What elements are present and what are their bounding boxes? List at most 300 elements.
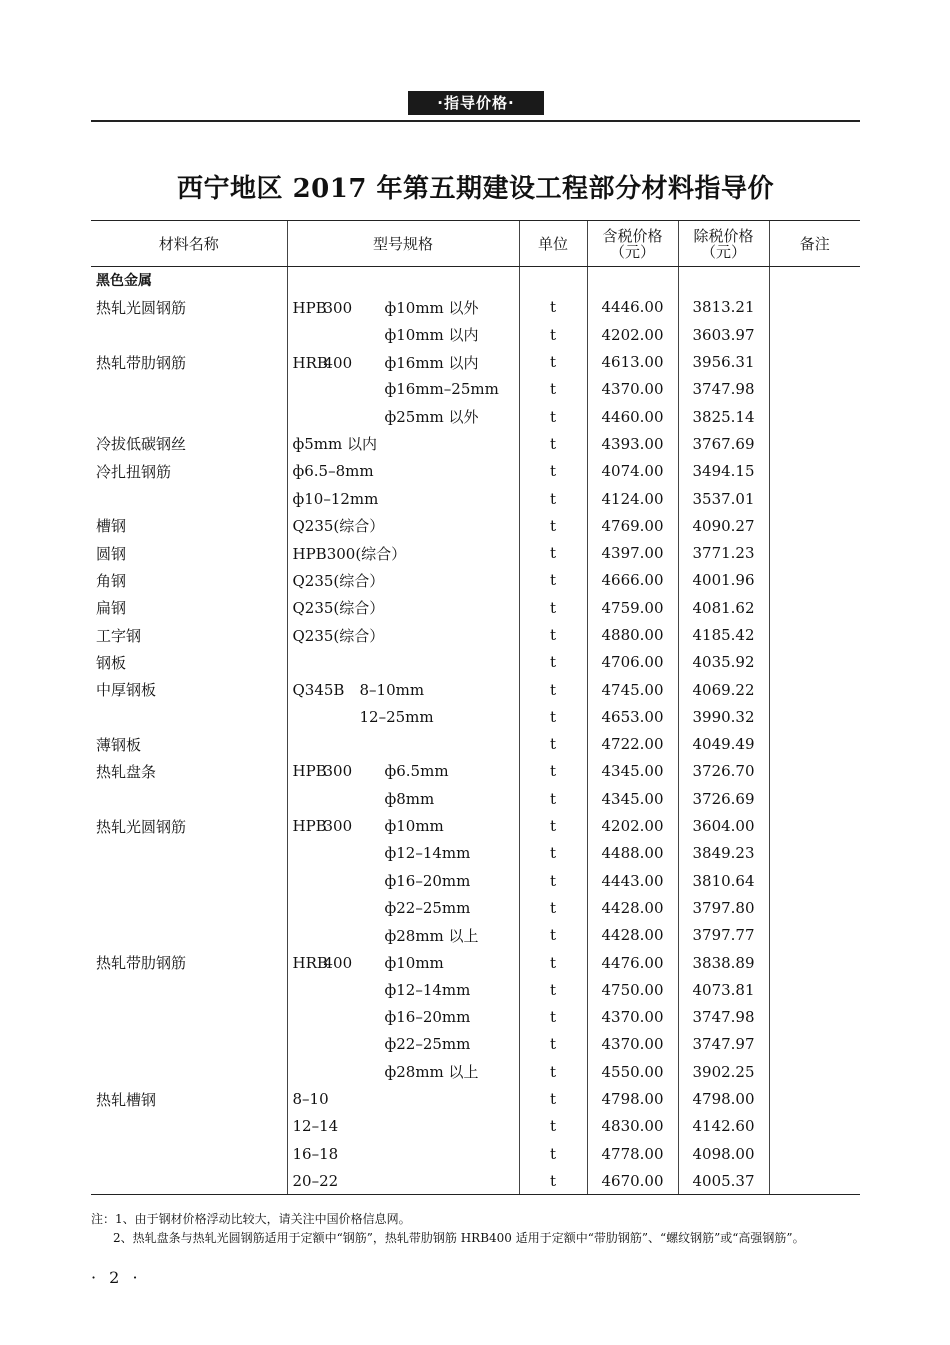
spec-text: Q235(综合） [292, 571, 385, 590]
spec-diameter: ф10mm 以内 [384, 326, 479, 345]
material-name [91, 894, 287, 921]
remarks-cell [769, 594, 860, 621]
unit-cell: t [519, 539, 587, 566]
spec-strength: 300 [323, 298, 353, 317]
material-name [91, 1058, 287, 1085]
material-name [91, 1113, 287, 1140]
table-row [91, 594, 860, 621]
price-without-tax: 3747.98 [678, 1004, 769, 1031]
spec-cell [287, 539, 519, 566]
remarks-cell [769, 922, 860, 949]
price-without-tax: 3726.70 [678, 758, 769, 785]
material-name: 钢板 [96, 653, 127, 672]
table-row [91, 785, 860, 812]
price-without-tax: 3849.23 [678, 840, 769, 867]
table-row [91, 512, 860, 539]
table-row [91, 321, 860, 348]
unit-cell [519, 267, 587, 294]
table-row [91, 1085, 860, 1112]
table-row [91, 267, 860, 294]
spec-diameter: ф16–20mm [384, 871, 471, 890]
remarks-cell [769, 321, 860, 348]
spec-text: 8–10 [292, 1090, 329, 1109]
spec-cell [287, 267, 519, 294]
spec-cell [287, 403, 519, 430]
price-without-tax: 3537.01 [678, 485, 769, 512]
header-remarks: 备注 [769, 221, 860, 267]
material-name: 热轧槽钢 [96, 1090, 157, 1109]
remarks-cell [769, 348, 860, 375]
price-with-tax: 4446.00 [587, 294, 678, 321]
price-without-tax: 3990.32 [678, 703, 769, 730]
spec-text: 20–22 [292, 1171, 339, 1190]
price-with-tax: 4202.00 [587, 812, 678, 839]
spec-strength: 400 [323, 953, 353, 972]
table-row [91, 430, 860, 457]
remarks-cell [769, 512, 860, 539]
spec-cell [287, 621, 519, 648]
price-with-tax: 4370.00 [587, 1031, 678, 1058]
remarks-cell [769, 894, 860, 921]
price-with-tax: 4443.00 [587, 867, 678, 894]
spec-diameter: ф10mm 以外 [384, 298, 479, 317]
unit-cell: t [519, 649, 587, 676]
material-name: 热轧光圆钢筋 [96, 817, 187, 836]
material-name [91, 1004, 287, 1031]
unit-cell: t [519, 758, 587, 785]
spec-text: ф5mm 以内 [292, 435, 377, 454]
spec-diameter: ф10mm [384, 953, 444, 972]
table-row [91, 458, 860, 485]
price-with-tax: 4074.00 [587, 458, 678, 485]
unit-cell: t [519, 403, 587, 430]
material-name [91, 867, 287, 894]
spec-cell [287, 321, 519, 348]
table-row [91, 976, 860, 1003]
remarks-cell [769, 403, 860, 430]
material-name: 角钢 [96, 571, 127, 590]
header-price-without-tax-line1: 除税价格 [693, 226, 754, 245]
spec-text: ф6.5–8mm [292, 462, 374, 481]
unit-cell: t [519, 1085, 587, 1112]
unit-cell: t [519, 1167, 587, 1194]
remarks-cell [769, 1085, 860, 1112]
price-without-tax: 3747.98 [678, 376, 769, 403]
spec-grade: HRB [292, 953, 328, 972]
material-name: 冷扎扭钢筋 [96, 462, 172, 481]
remarks-cell [769, 867, 860, 894]
material-name [91, 976, 287, 1003]
spec-diameter: ф22–25mm [384, 1035, 471, 1054]
price-without-tax: 3902.25 [678, 1058, 769, 1085]
header-unit: 单位 [519, 221, 587, 267]
header-price-with-tax-line2: （元） [609, 242, 655, 261]
price-table [91, 220, 860, 1195]
price-table-container [91, 220, 860, 1195]
spec-diameter: ф10mm [384, 817, 444, 836]
spec-diameter: ф28mm 以上 [384, 1063, 479, 1082]
spec-text: Q235(综合） [292, 626, 385, 645]
unit-cell: t [519, 731, 587, 758]
spec-grade: Q345B [292, 680, 345, 699]
price-without-tax: 4069.22 [678, 676, 769, 703]
table-row [91, 621, 860, 648]
unit-cell: t [519, 348, 587, 375]
price-without-tax: 4185.42 [678, 621, 769, 648]
unit-cell: t [519, 1004, 587, 1031]
spec-text: ф10–12mm [292, 489, 379, 508]
price-without-tax: 4035.92 [678, 649, 769, 676]
spec-cell [287, 1140, 519, 1167]
spec-diameter: ф25mm 以外 [384, 408, 479, 427]
price-with-tax: 4653.00 [587, 703, 678, 730]
material-name [91, 1031, 287, 1058]
price-with-tax: 4798.00 [587, 1085, 678, 1112]
spec-cell [287, 1167, 519, 1194]
unit-cell: t [519, 294, 587, 321]
unit-cell: t [519, 485, 587, 512]
spec-diameter: ф16mm–25mm [384, 380, 499, 399]
spec-text: HPB300(综合） [292, 544, 407, 563]
remarks-cell [769, 785, 860, 812]
material-name [91, 376, 287, 403]
spec-cell [287, 430, 519, 457]
material-name [91, 1140, 287, 1167]
price-without-tax: 4001.96 [678, 567, 769, 594]
spec-cell [287, 567, 519, 594]
price-with-tax: 4370.00 [587, 376, 678, 403]
remarks-cell [769, 1140, 860, 1167]
spec-cell [287, 294, 519, 321]
header-divider [91, 120, 860, 122]
header-price-with-tax [587, 221, 678, 267]
price-without-tax: 3604.00 [678, 812, 769, 839]
header-price-without-tax [678, 221, 769, 267]
material-name: 热轧带肋钢筋 [96, 353, 187, 372]
remarks-cell [769, 649, 860, 676]
price-without-tax: 3813.21 [678, 294, 769, 321]
price-with-tax: 4345.00 [587, 785, 678, 812]
table-row [91, 703, 860, 730]
spec-diameter: ф12–14mm [384, 844, 471, 863]
remarks-cell [769, 1113, 860, 1140]
spec-grade: HPB [292, 817, 327, 836]
price-with-tax: 4393.00 [587, 430, 678, 457]
remarks-cell [769, 267, 860, 294]
material-name [91, 485, 287, 512]
remarks-cell [769, 1031, 860, 1058]
remarks-cell [769, 1058, 860, 1085]
table-row [91, 867, 860, 894]
header-price-with-tax-line1: 含税价格 [602, 226, 663, 245]
spec-diameter: ф8mm [384, 789, 435, 808]
material-name: 热轧带肋钢筋 [96, 954, 187, 973]
price-without-tax: 4798.00 [678, 1085, 769, 1112]
table-row [91, 812, 860, 839]
material-name: 扁钢 [96, 599, 127, 618]
unit-cell: t [519, 376, 587, 403]
material-name: 圆钢 [96, 544, 127, 563]
unit-cell: t [519, 1140, 587, 1167]
remarks-cell [769, 1167, 860, 1194]
table-row [91, 485, 860, 512]
table-row [91, 894, 860, 921]
unit-cell: t [519, 840, 587, 867]
spec-cell [287, 1031, 519, 1058]
header-material-name: 材料名称 [91, 221, 287, 267]
price-without-tax: 3494.15 [678, 458, 769, 485]
price-without-tax [678, 267, 769, 294]
table-row [91, 731, 860, 758]
price-with-tax: 4759.00 [587, 594, 678, 621]
price-without-tax: 4142.60 [678, 1113, 769, 1140]
spec-grade: HPB [292, 762, 327, 781]
remarks-cell [769, 758, 860, 785]
spec-text: Q235(综合） [292, 599, 385, 618]
price-without-tax: 4049.49 [678, 731, 769, 758]
price-without-tax: 3747.97 [678, 1031, 769, 1058]
unit-cell: t [519, 867, 587, 894]
price-with-tax: 4460.00 [587, 403, 678, 430]
spec-strength: 400 [323, 353, 353, 372]
unit-cell: t [519, 703, 587, 730]
unit-cell: t [519, 1113, 587, 1140]
spec-cell [287, 731, 519, 758]
spec-cell [287, 348, 519, 375]
remarks-cell [769, 731, 860, 758]
material-name: 中厚钢板 [96, 681, 157, 700]
remarks-cell [769, 812, 860, 839]
spec-thickness: 8–10mm [359, 680, 425, 699]
spec-grade: HPB [292, 298, 327, 317]
price-with-tax: 4476.00 [587, 949, 678, 976]
spec-cell [287, 649, 519, 676]
spec-text: 12–14 [292, 1117, 339, 1136]
spec-cell [287, 785, 519, 812]
unit-cell: t [519, 567, 587, 594]
category-label: 黑色金属 [96, 273, 152, 290]
unit-cell: t [519, 594, 587, 621]
header-spec: 型号规格 [287, 221, 519, 267]
table-row [91, 403, 860, 430]
spec-cell [287, 1058, 519, 1085]
remarks-cell [769, 1004, 860, 1031]
spec-diameter: ф16–20mm [384, 1008, 471, 1027]
price-with-tax: 4778.00 [587, 1140, 678, 1167]
spec-cell [287, 867, 519, 894]
remarks-cell [769, 949, 860, 976]
price-with-tax: 4880.00 [587, 621, 678, 648]
spec-cell [287, 1113, 519, 1140]
material-name [91, 922, 287, 949]
material-name: 工字钢 [96, 626, 142, 645]
table-row [91, 1167, 860, 1194]
unit-cell: t [519, 321, 587, 348]
material-name [91, 1167, 287, 1194]
material-name [91, 840, 287, 867]
unit-cell: t [519, 812, 587, 839]
price-with-tax: 4488.00 [587, 840, 678, 867]
spec-text: 16–18 [292, 1144, 339, 1163]
footnote-1: 注：1、由于钢材价格浮动比较大，请关注中国价格信息网。 [91, 1212, 411, 1226]
spec-cell [287, 676, 519, 703]
remarks-cell [769, 485, 860, 512]
table-body [91, 267, 860, 1195]
spec-cell [287, 1004, 519, 1031]
section-badge: ·指导价格· [408, 91, 544, 115]
table-row [91, 1004, 860, 1031]
material-name: 槽钢 [96, 517, 127, 536]
spec-cell [287, 812, 519, 839]
table-row [91, 539, 860, 566]
price-with-tax: 4428.00 [587, 922, 678, 949]
price-with-tax: 4428.00 [587, 894, 678, 921]
header-price-without-tax-line2: （元） [700, 242, 746, 261]
spec-cell [287, 949, 519, 976]
spec-cell [287, 512, 519, 539]
price-without-tax: 3767.69 [678, 430, 769, 457]
price-with-tax [587, 267, 678, 294]
material-name [91, 321, 287, 348]
price-with-tax: 4706.00 [587, 649, 678, 676]
table-row [91, 840, 860, 867]
unit-cell: t [519, 976, 587, 1003]
remarks-cell [769, 376, 860, 403]
material-name [91, 785, 287, 812]
spec-diameter: ф16mm 以内 [384, 353, 479, 372]
unit-cell: t [519, 1031, 587, 1058]
price-with-tax: 4550.00 [587, 1058, 678, 1085]
price-without-tax: 3810.64 [678, 867, 769, 894]
spec-cell [287, 1085, 519, 1112]
table-row [91, 294, 860, 321]
table-row [91, 649, 860, 676]
remarks-cell [769, 430, 860, 457]
spec-strength: 300 [323, 817, 353, 836]
spec-cell [287, 840, 519, 867]
spec-diameter: ф6.5mm [384, 762, 449, 781]
page-number: · 2 · [91, 1268, 142, 1287]
spec-strength: 300 [323, 762, 353, 781]
table-row [91, 949, 860, 976]
price-with-tax: 4124.00 [587, 485, 678, 512]
price-with-tax: 4202.00 [587, 321, 678, 348]
spec-cell [287, 594, 519, 621]
table-row [91, 1058, 860, 1085]
price-without-tax: 3825.14 [678, 403, 769, 430]
material-name: 热轧盘条 [96, 762, 157, 781]
price-with-tax: 4345.00 [587, 758, 678, 785]
price-with-tax: 4397.00 [587, 539, 678, 566]
spec-cell [287, 922, 519, 949]
table-row [91, 1113, 860, 1140]
spec-cell [287, 758, 519, 785]
unit-cell: t [519, 430, 587, 457]
material-name: 薄钢板 [96, 735, 142, 754]
remarks-cell [769, 840, 860, 867]
remarks-cell [769, 976, 860, 1003]
price-with-tax: 4370.00 [587, 1004, 678, 1031]
price-with-tax: 4670.00 [587, 1167, 678, 1194]
spec-cell [287, 376, 519, 403]
unit-cell: t [519, 676, 587, 703]
spec-grade: HRB [292, 353, 328, 372]
price-without-tax: 4090.27 [678, 512, 769, 539]
remarks-cell [769, 621, 860, 648]
remarks-cell [769, 458, 860, 485]
spec-diameter: ф28mm 以上 [384, 926, 479, 945]
remarks-cell [769, 294, 860, 321]
price-with-tax: 4750.00 [587, 976, 678, 1003]
spec-cell [287, 458, 519, 485]
spec-cell [287, 485, 519, 512]
remarks-cell [769, 676, 860, 703]
table-row [91, 1140, 860, 1167]
spec-diameter: ф12–14mm [384, 980, 471, 999]
table-row [91, 348, 860, 375]
price-without-tax: 3956.31 [678, 348, 769, 375]
unit-cell: t [519, 894, 587, 921]
price-without-tax: 3797.77 [678, 922, 769, 949]
spec-thickness: 12–25mm [359, 707, 434, 726]
remarks-cell [769, 539, 860, 566]
spec-text: Q235(综合） [292, 517, 385, 536]
price-with-tax: 4769.00 [587, 512, 678, 539]
material-name: 热轧光圆钢筋 [96, 298, 187, 317]
material-name [91, 403, 287, 430]
unit-cell: t [519, 785, 587, 812]
spec-cell [287, 894, 519, 921]
table-row [91, 376, 860, 403]
price-without-tax: 4073.81 [678, 976, 769, 1003]
unit-cell: t [519, 512, 587, 539]
price-without-tax: 4098.00 [678, 1140, 769, 1167]
table-row [91, 567, 860, 594]
unit-cell: t [519, 621, 587, 648]
table-row [91, 676, 860, 703]
spec-diameter: ф22–25mm [384, 898, 471, 917]
footnotes [91, 1210, 881, 1248]
price-without-tax: 4005.37 [678, 1167, 769, 1194]
unit-cell: t [519, 922, 587, 949]
material-name [91, 703, 287, 730]
table-header-row [91, 221, 860, 267]
material-name: 冷拔低碳钢丝 [96, 435, 187, 454]
unit-cell: t [519, 1058, 587, 1085]
table-row [91, 758, 860, 785]
price-without-tax: 3771.23 [678, 539, 769, 566]
price-with-tax: 4613.00 [587, 348, 678, 375]
price-without-tax: 3797.80 [678, 894, 769, 921]
price-without-tax: 4081.62 [678, 594, 769, 621]
price-with-tax: 4666.00 [587, 567, 678, 594]
table-row [91, 1031, 860, 1058]
price-without-tax: 3726.69 [678, 785, 769, 812]
price-without-tax: 3838.89 [678, 949, 769, 976]
price-without-tax: 3603.97 [678, 321, 769, 348]
page-title: 西宁地区 2017 年第五期建设工程部分材料指导价 [177, 174, 774, 204]
price-with-tax: 4745.00 [587, 676, 678, 703]
price-with-tax: 4722.00 [587, 731, 678, 758]
spec-cell [287, 976, 519, 1003]
remarks-cell [769, 567, 860, 594]
price-with-tax: 4830.00 [587, 1113, 678, 1140]
table-row [91, 922, 860, 949]
unit-cell: t [519, 458, 587, 485]
remarks-cell [769, 703, 860, 730]
footnote-2: 2、热轧盘条与热轧光圆钢筋适用于定额中“钢筋”，热轧带肋钢筋 HRB400 适用于定额中“带肋钢筋”、“螺纹钢筋”或“高强钢筋”。 [113, 1231, 805, 1245]
unit-cell: t [519, 949, 587, 976]
